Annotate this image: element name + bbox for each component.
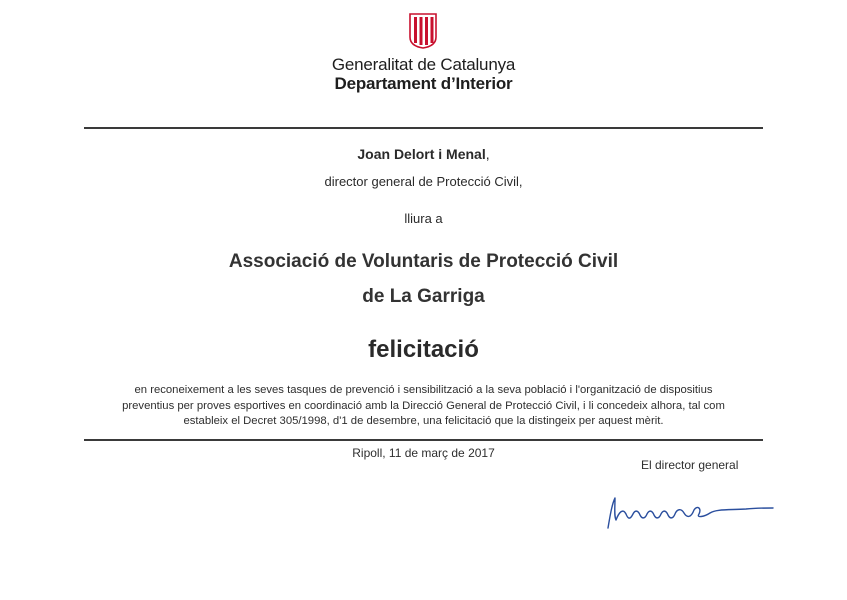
organization-name: Generalitat de Catalunya: [331, 55, 516, 74]
citation-text: [90, 383, 757, 430]
department-name: Departament d’Interior: [334, 74, 513, 93]
citation-line: en reconeixement a les seves tasques de prevenció i sensibilització a la seva població i l'organització de dispositius: [134, 384, 713, 396]
handwritten-signature-icon: [598, 486, 776, 536]
catalan-senyera-emblem-icon: [409, 13, 437, 49]
place-and-date: Ripoll, 11 de març de 2017: [352, 446, 495, 460]
signer-title: El director general: [641, 458, 739, 472]
bottom-divider: [84, 439, 763, 441]
issuer-line: [0, 146, 847, 162]
grants-text: lliura a: [404, 211, 443, 226]
recipient-name-line2: de La Garriga: [362, 286, 485, 307]
issuer-name: Joan Delort i Menal: [357, 146, 486, 162]
recipient-name-line1: Associació de Voluntaris de Protecció Civil: [228, 251, 619, 272]
issuer-title: director general de Protecció Civil,: [324, 174, 523, 189]
award-title: felicitació: [368, 336, 479, 363]
citation-line: estableix el Decret 305/1998, d'1 de desembre, una felicitació que la distingeix per aquest mèrit.: [183, 415, 664, 427]
top-divider: [84, 127, 763, 129]
issuer-suffix: ,: [485, 146, 490, 162]
citation-line: preventius per proves esportives en coordinació amb la Direcció General de Protecció Civil, i li concedeix alhora, tal com: [122, 399, 725, 412]
